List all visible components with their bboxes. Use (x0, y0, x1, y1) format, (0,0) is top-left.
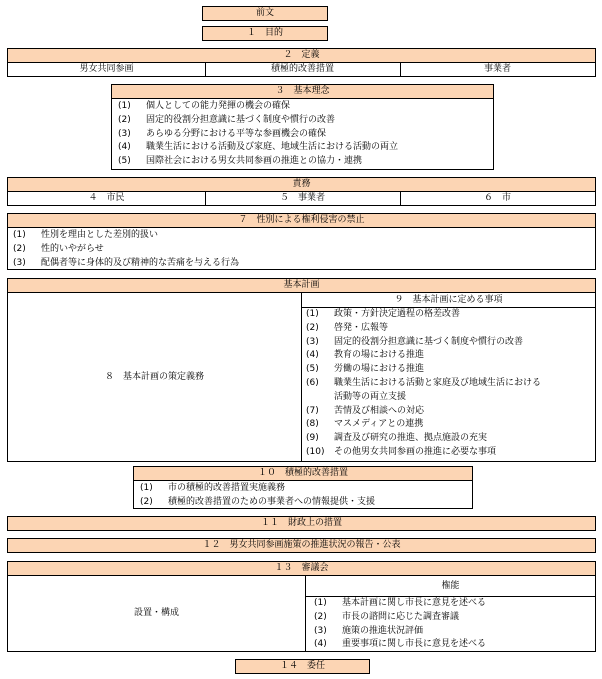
list-item: (8) マスメディアとの連携 (306, 419, 424, 430)
delegation-box: １４ 委任 (235, 659, 370, 674)
definition-col-3: 事業者 (483, 64, 511, 74)
duty-business: ５ 事業者 (279, 193, 325, 203)
prohibition-box (7, 213, 596, 270)
list-item: (2) 性的いやがらせ (13, 243, 104, 254)
affirmative-title: １０ 積極的改善措置 (134, 467, 472, 481)
list-item: (3) 配偶者等に身体的及び精神的な苦痛を与える行為 (13, 257, 240, 268)
list-item: (6) 職業生活における活動と家庭及び地域生活における (306, 377, 542, 388)
list-item: (5) 労働の場における推進 (306, 364, 425, 375)
council-box (7, 561, 596, 652)
council-powers-list (306, 596, 486, 652)
council-title: １３ 審議会 (8, 562, 595, 576)
list-item: (1) 個人としての能力発揮の機会の確保 (118, 101, 291, 111)
duties-divider-2 (400, 192, 401, 205)
basic-plan-matters-rule (302, 307, 595, 308)
prohibition-title: ７ 性別による権利侵害の禁止 (8, 214, 595, 228)
list-item: 活動等の両立支援 (334, 391, 407, 402)
list-item: (4) 重要事項に関し市長に意見を述べる (314, 639, 487, 650)
council-powers-rule (306, 596, 595, 597)
list-item: (4) 職業生活における活動及び家庭、地域生活における活動の両立 (118, 142, 399, 153)
list-item: (9) 調査及び研究の推進、拠点施設の充実 (306, 433, 488, 444)
list-item: (1) 性別を理由とした差別的扱い (13, 230, 159, 240)
list-item: (2) 積極的改善措置のための事業者への情報提供・支援 (140, 496, 376, 507)
list-item: (4) 教育の場における推進 (306, 350, 425, 361)
council-powers (306, 576, 595, 651)
list-item: (1) 市の積極的改善措置実施義務 (140, 483, 286, 493)
basic-plan-matters-list (302, 307, 541, 460)
report-box: １２ 男女共同参画施策の推進状況の報告・公表 (7, 538, 596, 553)
principles-box (111, 84, 494, 170)
duties-title: 責務 (8, 178, 595, 192)
basic-plan-obligation: ８ 基本計画の策定義務 (104, 372, 204, 382)
list-item: (7) 苦情及び相談への対応 (306, 405, 425, 416)
duty-citizen: ４ 市民 (88, 193, 125, 203)
list-item: (2) 市長の諮問に応じた調査審議 (314, 611, 460, 622)
duties-divider-1 (205, 192, 206, 205)
basic-plan-matters (302, 293, 595, 461)
definition-box (7, 48, 596, 77)
list-item: (5) 国際社会における男女共同参画の推進との協力・連携 (118, 156, 363, 167)
principles-list (112, 99, 493, 169)
fiscal-box: １１ 財政上の措置 (7, 516, 596, 531)
affirmative-list (134, 481, 472, 510)
list-item: (2) 固定的役割分担意識に基づく制度や慣行の改善 (118, 114, 336, 125)
list-item: (10) その他男女共同参画の推進に必要な事項 (306, 446, 497, 457)
list-item: (2) 啓発・広報等 (306, 322, 389, 333)
duty-city: ６ 市 (483, 193, 511, 203)
list-item: (3) 固定的役割分担意識に基づく制度や慣行の改善 (306, 336, 524, 347)
purpose-box: １ 目的 (202, 26, 328, 41)
list-item: (3) 施策の推進状況評価 (314, 625, 424, 636)
council-powers-title: 権能 (441, 581, 460, 591)
council-setup: 設置・構成 (133, 608, 179, 618)
basic-plan-title: 基本計画 (8, 279, 595, 293)
basic-plan-matters-title: ９ 基本計画に定める事項 (394, 295, 503, 305)
list-item: (1) 基本計画に関し市長に意見を述べる (314, 598, 487, 608)
definition-col-1: 男女共同参画 (79, 64, 134, 74)
definition-title: ２ 定義 (8, 49, 595, 63)
principles-title: ３ 基本理念 (112, 85, 493, 99)
basic-plan-box (7, 278, 596, 462)
preamble-box: 前文 (202, 6, 328, 21)
duties-box (7, 177, 596, 206)
definition-col-2: 積極的改善措置 (270, 64, 334, 74)
definition-divider-1 (205, 63, 206, 76)
definition-divider-2 (400, 63, 401, 76)
affirmative-box (133, 466, 473, 509)
prohibition-list (8, 228, 595, 270)
list-item: (3) あらゆる分野における平等な参画機会の確保 (118, 128, 327, 139)
list-item: (1) 政策・方針決定過程の格差改善 (306, 309, 461, 319)
